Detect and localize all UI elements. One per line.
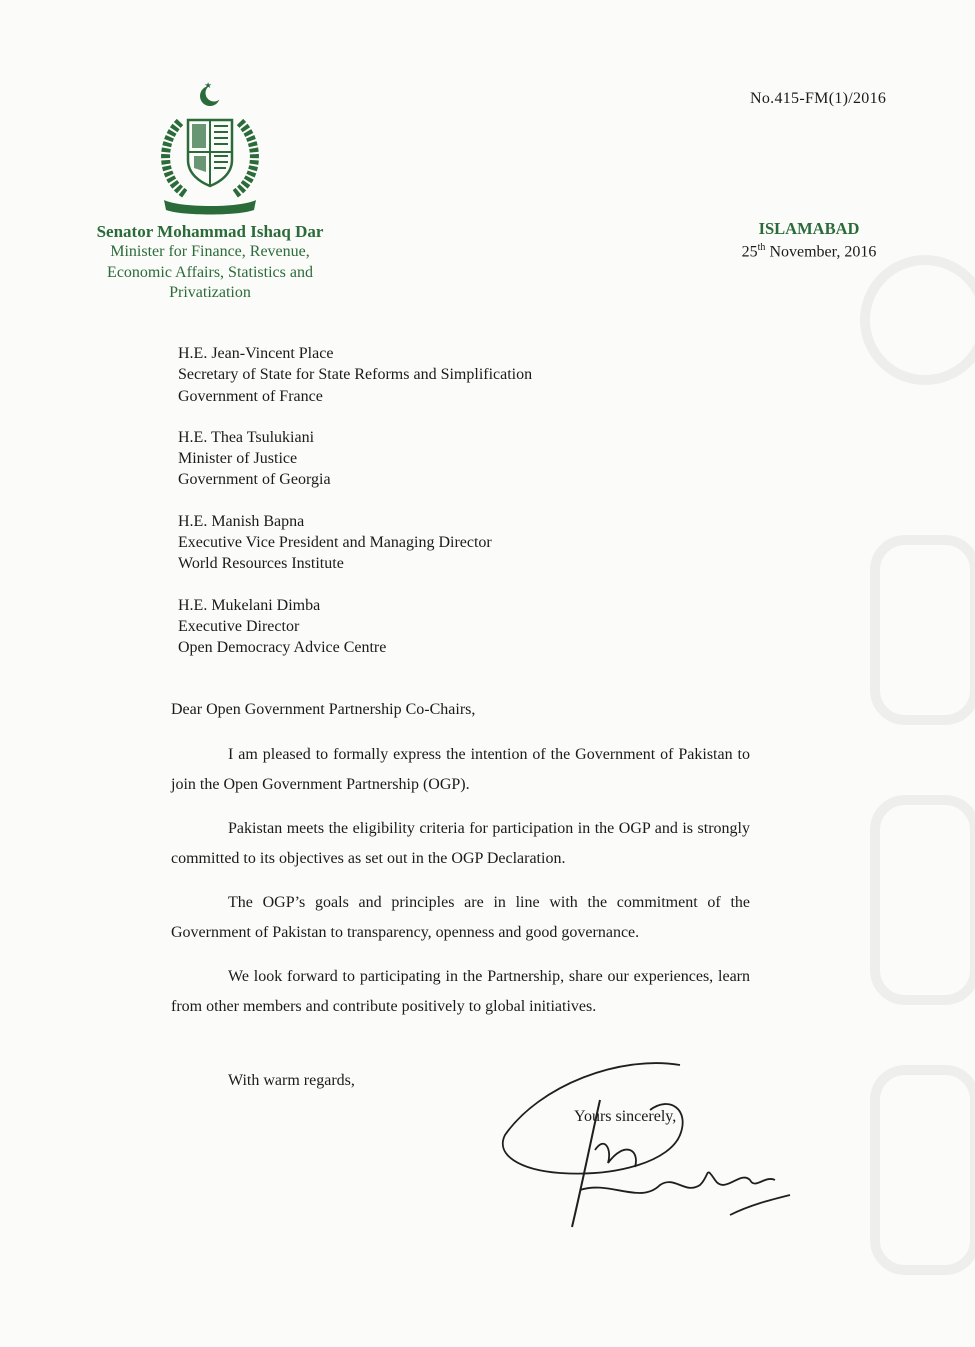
- addressee-name: H.E. Thea Tsulukiani: [178, 428, 315, 446]
- signoff-line: Yours sincerely,: [574, 1108, 677, 1125]
- date-month-year: November, 2016: [765, 243, 877, 261]
- addressee-block: [178, 511, 532, 575]
- sender-title-line: Privatization: [169, 284, 251, 301]
- addressee-block: [178, 427, 532, 491]
- sender-name: Senator Mohammad Ishaq Dar: [96, 222, 324, 241]
- closing-line: With warm regards,: [228, 1072, 355, 1089]
- addressee-block: [178, 343, 532, 407]
- addressee-block: [178, 595, 532, 659]
- watermark-graphic: [835, 120, 975, 1320]
- city-name: ISLAMABAD: [758, 219, 860, 238]
- letter-body: [171, 740, 750, 1036]
- salutation: Dear Open Government Partnership Co-Chairs,: [171, 701, 476, 718]
- letter-date: [724, 238, 894, 262]
- addressee-organization: Government of France: [178, 387, 323, 405]
- addressee-list: [178, 343, 532, 679]
- handwritten-signature: [500, 1055, 800, 1235]
- addressee-organization: World Resources Institute: [178, 555, 344, 573]
- addressee-name: H.E. Manish Bapna: [178, 512, 305, 530]
- body-paragraph: The OGP’s goals and principles are in line with the commitment of the Government of Pakistan to transparency, openness and good governance.: [171, 894, 750, 941]
- addressee-name: H.E. Jean-Vincent Place: [178, 345, 334, 362]
- addressee-title: Executive Director: [178, 617, 300, 635]
- addressee-name: H.E. Mukelani Dimba: [178, 596, 321, 614]
- addressee-organization: Open Democracy Advice Centre: [178, 639, 387, 657]
- sender-title-line: Economic Affairs, Statistics and: [107, 263, 313, 281]
- body-paragraph: Pakistan meets the eligibility criteria for participation in the OGP and is strongly committed to its objectives as set out in the OGP Declaration.: [171, 820, 750, 867]
- addressee-title: Minister of Justice: [178, 450, 298, 468]
- sender-block: [80, 221, 340, 304]
- reference-number: No.415-FM(1)/2016: [750, 90, 887, 107]
- date-day-suffix: th: [757, 242, 766, 253]
- addressee-organization: Government of Georgia: [178, 471, 331, 489]
- state-emblem-icon: [150, 82, 270, 217]
- date-day: 25: [741, 243, 758, 261]
- body-paragraph: We look forward to participating in the Partnership, share our experiences, learn from other members and contribute positively to global initiatives.: [171, 968, 750, 1015]
- sender-title-line: Minister for Finance, Revenue,: [110, 243, 310, 260]
- place-date-block: [724, 220, 894, 262]
- addressee-title: Executive Vice President and Managing Director: [178, 534, 492, 552]
- addressee-title: Secretary of State for State Reforms and Simplification: [178, 366, 533, 384]
- body-paragraph: I am pleased to formally express the intention of the Government of Pakistan to join the Open Government Partnership (OGP).: [171, 746, 750, 793]
